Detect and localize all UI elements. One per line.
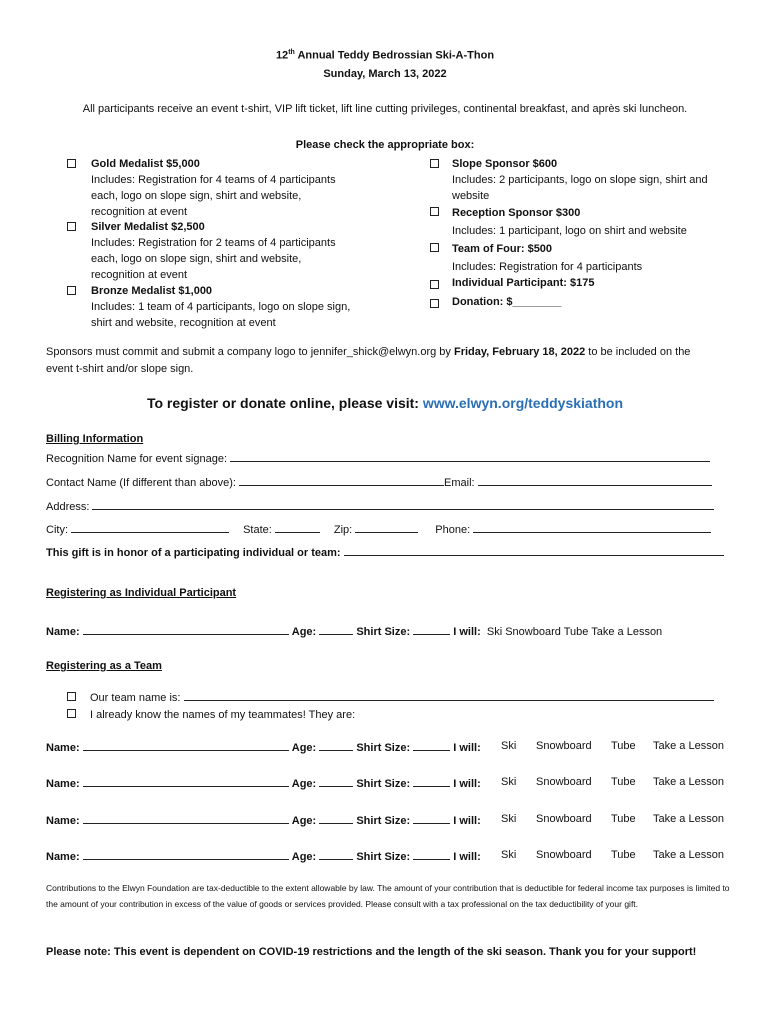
option-desc: Includes: 2 participants, logo on slope sign, shirt and xyxy=(452,174,708,186)
individual-row: Name: Age: Shirt Size: I will: Ski Snowboard Tube Take a Lesson xyxy=(46,626,663,638)
individual-checkbox[interactable] xyxy=(430,280,439,289)
teammate-name-field[interactable] xyxy=(83,740,289,751)
option-desc: Includes: 1 participant, logo on shirt and website xyxy=(452,225,687,237)
option-desc: Includes: Registration for 4 teams of 4 participants xyxy=(91,174,336,186)
reception-checkbox[interactable] xyxy=(430,207,439,216)
option-title: Gold Medalist $5,000 xyxy=(91,158,200,170)
tax-disclaimer: Contributions to the Elwyn Foundation are tax-deductible to the extent allowable by law. The amount of your contribution that is deductible for federal income tax purposes is limited to the amount of your contribution in excess of the value of goods or services provided. Please consult with a tax professional on the tax deductibility of your gift. xyxy=(46,883,730,909)
recognition-field[interactable] xyxy=(230,451,710,462)
option-desc: website xyxy=(452,190,490,202)
donation-checkbox[interactable] xyxy=(430,299,439,308)
intro-text: All participants receive an event t-shirt, VIP lift ticket, lift line cutting privileges, continental breakfast, and après ski luncheon. xyxy=(82,103,688,115)
option-desc: Includes: 1 team of 4 participants, logo on slope sign, xyxy=(91,301,351,313)
teammate-age-field[interactable] xyxy=(319,813,353,824)
register-link[interactable]: www.elwyn.org/teddyskiathon xyxy=(422,395,624,411)
ski-option[interactable]: Ski xyxy=(501,740,517,752)
team-name-field[interactable] xyxy=(184,690,714,701)
teammate-shirt-field[interactable] xyxy=(413,849,450,860)
billing-heading: Billing Information xyxy=(46,433,144,445)
team-heading: Registering as a Team xyxy=(46,660,162,672)
register-online: To register or donate online, please visit: www.elwyn.org/teddyskiathon xyxy=(146,395,624,411)
slope-checkbox[interactable] xyxy=(430,159,439,168)
phone-field[interactable] xyxy=(473,522,711,533)
city-field[interactable] xyxy=(71,522,229,533)
address-field[interactable] xyxy=(92,499,714,510)
ski-option[interactable]: Ski xyxy=(501,813,517,825)
teammate-age-field[interactable] xyxy=(319,849,353,860)
tube-option[interactable]: Tube xyxy=(611,813,636,825)
option-desc: recognition at event xyxy=(91,206,188,218)
teammate-name-field[interactable] xyxy=(83,849,289,860)
sponsors-note-line2: event t-shirt and/or slope sign. xyxy=(46,363,194,375)
contact-row: Contact Name (If different than above): Email: xyxy=(46,475,712,489)
snowboard-option[interactable]: Snowboard xyxy=(536,849,592,861)
teammate-age-field[interactable] xyxy=(319,740,353,751)
age-field[interactable] xyxy=(319,624,353,635)
recognition-row: Recognition Name for event signage: xyxy=(46,451,710,465)
zip-field[interactable] xyxy=(355,522,418,533)
option-title: Individual Participant: $175 xyxy=(452,277,595,289)
snowboard-option[interactable]: Snowboard xyxy=(536,740,592,752)
email-field[interactable] xyxy=(478,475,712,486)
option-title: Donation: $________ xyxy=(452,296,562,308)
teammate-row: Name: Age: Shirt Size: I will: Ski Snowboard Tube Take a Lesson xyxy=(46,740,724,754)
teammate-shirt-field[interactable] xyxy=(413,813,450,824)
honor-row: This gift is in honor of a participating individual or team: xyxy=(46,545,724,559)
silver-checkbox[interactable] xyxy=(67,222,76,231)
activity-choices[interactable]: Ski Snowboard Tube Take a Lesson xyxy=(486,626,663,638)
lesson-option[interactable]: Take a Lesson xyxy=(653,776,724,788)
sponsors-note: Sponsors must commit and submit a company logo to jennifer_shick@elwyn.org by Friday, February 18, 2022 to be included on the xyxy=(46,346,691,358)
state-field[interactable] xyxy=(275,522,320,533)
shirt-field[interactable] xyxy=(413,624,450,635)
address-row: Address: xyxy=(46,499,714,513)
lesson-option[interactable]: Take a Lesson xyxy=(653,813,724,825)
honor-field[interactable] xyxy=(344,545,724,556)
option-title: Slope Sponsor $600 xyxy=(452,158,558,170)
option-desc: shirt and website, recognition at event xyxy=(91,317,276,329)
event-title: 12th Annual Teddy Bedrossian Ski-A-Thon xyxy=(275,49,495,62)
option-title: Bronze Medalist $1,000 xyxy=(91,285,213,297)
name-field[interactable] xyxy=(83,624,289,635)
option-title: Reception Sponsor $300 xyxy=(452,207,581,219)
event-date: Sunday, March 13, 2022 xyxy=(323,68,447,80)
teammate-name-field[interactable] xyxy=(83,776,289,787)
option-title: Team of Four: $500 xyxy=(452,243,553,255)
team-of-four-checkbox[interactable] xyxy=(430,243,439,252)
option-desc: recognition at event xyxy=(91,269,188,281)
teammate-row: Name: Age: Shirt Size: I will: Ski Snowboard Tube Take a Lesson xyxy=(46,813,724,827)
option-desc: each, logo on slope sign, shirt and website, xyxy=(91,190,302,202)
teammate-name-field[interactable] xyxy=(83,813,289,824)
covid-note: Please note: This event is dependent on COVID-19 restrictions and the length of the ski season. Thank you for your support! xyxy=(46,946,697,958)
teammate-row: Name: Age: Shirt Size: I will: Ski Snowboard Tube Take a Lesson xyxy=(46,776,724,790)
contact-field[interactable] xyxy=(239,475,444,486)
snowboard-option[interactable]: Snowboard xyxy=(536,776,592,788)
check-heading: Please check the appropriate box: xyxy=(295,139,475,151)
bronze-checkbox[interactable] xyxy=(67,286,76,295)
know-teammates-row: I already know the names of my teammates! They are: xyxy=(67,709,355,721)
know-teammates-checkbox[interactable] xyxy=(67,709,76,718)
tube-option[interactable]: Tube xyxy=(611,849,636,861)
city-row: City: State: Zip: Phone: xyxy=(46,522,711,536)
ski-option[interactable]: Ski xyxy=(501,776,517,788)
tube-option[interactable]: Tube xyxy=(611,740,636,752)
option-desc: Includes: Registration for 2 teams of 4 participants xyxy=(91,237,336,249)
team-name-checkbox[interactable] xyxy=(67,692,76,701)
option-desc: each, logo on slope sign, shirt and website, xyxy=(91,253,302,265)
teammate-shirt-field[interactable] xyxy=(413,776,450,787)
lesson-option[interactable]: Take a Lesson xyxy=(653,740,724,752)
snowboard-option[interactable]: Snowboard xyxy=(536,813,592,825)
lesson-option[interactable]: Take a Lesson xyxy=(653,849,724,861)
teammate-shirt-field[interactable] xyxy=(413,740,450,751)
team-name-row: Our team name is: xyxy=(67,690,714,704)
teammate-age-field[interactable] xyxy=(319,776,353,787)
option-desc: Includes: Registration for 4 participants xyxy=(452,261,643,273)
option-title: Silver Medalist $2,500 xyxy=(91,221,205,233)
teammate-row: Name: Age: Shirt Size: I will: Ski Snowboard Tube Take a Lesson xyxy=(46,849,724,863)
tube-option[interactable]: Tube xyxy=(611,776,636,788)
individual-heading: Registering as Individual Participant xyxy=(46,587,237,599)
gold-checkbox[interactable] xyxy=(67,159,76,168)
ski-option[interactable]: Ski xyxy=(501,849,517,861)
